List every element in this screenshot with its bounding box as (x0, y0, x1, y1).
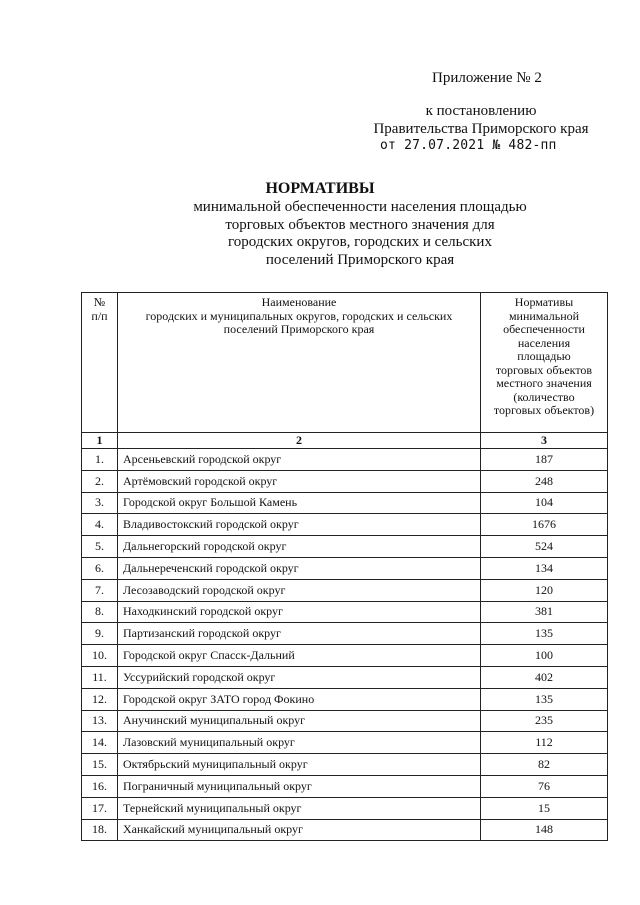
column-header-name (118, 293, 481, 433)
norms-table (81, 292, 608, 841)
table-row (82, 688, 608, 710)
row-number: 8. (82, 601, 118, 623)
table-row (82, 775, 608, 797)
table-row (82, 579, 608, 601)
row-value: 524 (481, 536, 608, 558)
column-number: 1 (82, 433, 118, 449)
row-name: Анучинский муниципальный округ (118, 710, 481, 732)
row-number: 14. (82, 732, 118, 754)
row-value: 381 (481, 601, 608, 623)
document-title: НОРМАТИВЫ (265, 180, 375, 197)
column-header-line: (количество (513, 389, 575, 404)
column-header-line: обеспеченности (503, 322, 585, 336)
column-header-line: Наименование (261, 295, 337, 309)
row-number: 12. (82, 688, 118, 710)
row-name: Уссурийский городской округ (118, 666, 481, 688)
column-header-number (82, 293, 118, 433)
row-name: Артёмовский городской округ (118, 470, 481, 492)
row-number: 17. (82, 797, 118, 819)
row-number: 9. (82, 623, 118, 645)
row-value: 15 (481, 797, 608, 819)
subtitle-line: торговых объектов местного значения для (225, 216, 495, 233)
row-number: 7. (82, 579, 118, 601)
row-number: 16. (82, 775, 118, 797)
decree-line-2: Правительства Приморского края (373, 121, 589, 137)
row-name: Арсеньевский городской округ (118, 449, 481, 471)
table-row (82, 557, 608, 579)
table-row (82, 666, 608, 688)
column-header-line: торговых объектов (495, 362, 593, 377)
row-name: Пограничный муниципальный округ (118, 775, 481, 797)
table-row (82, 710, 608, 732)
row-name: Городской округ ЗАТО город Фокино (118, 688, 481, 710)
row-value: 187 (481, 449, 608, 471)
row-value: 248 (481, 470, 608, 492)
row-value: 135 (481, 623, 608, 645)
row-number: 2. (82, 470, 118, 492)
table-row (82, 449, 608, 471)
row-name: Городской округ Спасск-Дальний (118, 645, 481, 667)
row-name: Дальнереченский городской округ (118, 557, 481, 579)
row-number: 6. (82, 557, 118, 579)
row-value: 100 (481, 645, 608, 667)
column-header-line: местного значения (496, 376, 592, 390)
column-header-line: площадью (517, 349, 571, 363)
row-value: 1676 (481, 514, 608, 536)
row-number: 11. (82, 666, 118, 688)
row-number: 1. (82, 449, 118, 471)
row-value: 235 (481, 710, 608, 732)
row-number: 3. (82, 492, 118, 514)
table-row (82, 536, 608, 558)
table-header-row (82, 293, 608, 433)
column-number: 3 (481, 433, 608, 449)
table-row (82, 514, 608, 536)
column-header-line: № (93, 295, 106, 309)
document-subtitle (170, 199, 550, 269)
row-value: 76 (481, 775, 608, 797)
appendix-label: Приложение № 2 (432, 70, 542, 86)
column-header-line: Нормативы (514, 295, 574, 309)
column-header-line: поселений Приморского края (223, 322, 375, 336)
column-number: 2 (118, 433, 481, 449)
table-row (82, 601, 608, 623)
table-row (82, 470, 608, 492)
subtitle-line: городских округов, городских и сельских (228, 234, 492, 250)
column-header-line: минимальной (508, 308, 580, 323)
table-row (82, 492, 608, 514)
decree-reference (370, 102, 592, 138)
row-name: Владивостокский городской округ (118, 514, 481, 536)
row-value: 134 (481, 557, 608, 579)
column-header-line: торговых объектов) (493, 403, 595, 417)
table-row (82, 797, 608, 819)
row-value: 104 (481, 492, 608, 514)
row-number: 5. (82, 536, 118, 558)
row-number: 15. (82, 754, 118, 776)
row-name: Ханкайский муниципальный округ (118, 819, 481, 841)
row-name: Октябрьский муниципальный округ (118, 754, 481, 776)
row-value: 82 (481, 754, 608, 776)
table-row (82, 754, 608, 776)
subtitle-line: поселений Приморского края (265, 251, 455, 268)
row-number: 13. (82, 710, 118, 732)
subtitle-line: минимальной обеспеченности населения площадью (193, 199, 527, 215)
row-value: 148 (481, 819, 608, 841)
column-header-line: населения (517, 335, 571, 350)
column-header-norm (481, 293, 608, 433)
row-value: 135 (481, 688, 608, 710)
row-value: 120 (481, 579, 608, 601)
row-name: Городской округ Большой Камень (118, 492, 481, 514)
table-row (82, 819, 608, 841)
row-name: Находкинский городской округ (118, 601, 481, 623)
column-header-line: городских и муниципальных округов, городских и сельских (145, 308, 453, 323)
table-body (82, 449, 608, 841)
column-number-row (82, 433, 608, 449)
table-row (82, 732, 608, 754)
row-name: Лазовский муниципальный округ (118, 732, 481, 754)
row-number: 4. (82, 514, 118, 536)
row-value: 112 (481, 732, 608, 754)
row-value: 402 (481, 666, 608, 688)
row-number: 10. (82, 645, 118, 667)
row-name: Партизанский городской округ (118, 623, 481, 645)
column-header-line: п/п (91, 308, 108, 323)
decree-line-1: к постановлению (425, 103, 537, 119)
row-name: Дальнегорский городской округ (118, 536, 481, 558)
row-name: Лесозаводский городской округ (118, 579, 481, 601)
table-row (82, 623, 608, 645)
row-number: 18. (82, 819, 118, 841)
decree-date: от 27.07.2021 № 482-пп (380, 138, 557, 153)
table-row (82, 645, 608, 667)
row-name: Тернейский муниципальный округ (118, 797, 481, 819)
